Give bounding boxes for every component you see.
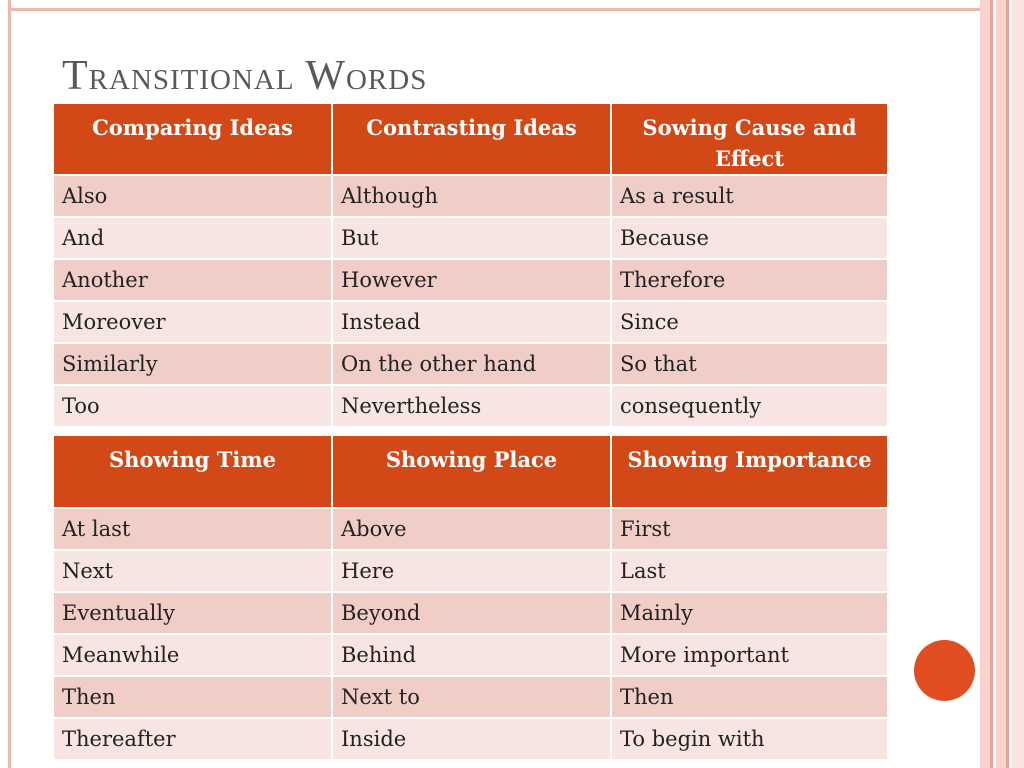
table-cell: Inside [332,718,611,760]
table-cell: More important [611,634,888,676]
table-cell: To begin with [611,718,888,760]
table-cell: First [611,508,888,550]
column-header: Showing Place [332,435,611,508]
slide-title: Transitional Words [62,53,428,99]
table-cell: Nevertheless [332,385,611,427]
table-cell: Here [332,550,611,592]
table-cell: Meanwhile [53,634,332,676]
left-frame-line [8,0,11,768]
table-cell: Therefore [611,259,888,301]
table-cell: Mainly [611,592,888,634]
table-row [53,550,888,592]
table-row [53,343,888,385]
table-cell: But [332,217,611,259]
decorative-circle [914,640,975,701]
table-cell: Beyond [332,592,611,634]
table-cell: As a result [611,175,888,217]
table-row [53,676,888,718]
transition-table-1 [52,102,889,428]
table-cell: So that [611,343,888,385]
table-row [53,592,888,634]
transition-table-2 [52,434,889,761]
table-cell: Instead [332,301,611,343]
table-cell: Next to [332,676,611,718]
table-cell: Then [53,676,332,718]
table-cell: Also [53,175,332,217]
table-cell: Moreover [53,301,332,343]
table-cell: consequently [611,385,888,427]
table-cell: Since [611,301,888,343]
table-row [53,508,888,550]
table-cell: Similarly [53,343,332,385]
table-row [53,634,888,676]
table-row [53,259,888,301]
table-cell: However [332,259,611,301]
column-header: Contrasting Ideas [332,103,611,175]
table-cell: On the other hand [332,343,611,385]
table-header-row [53,435,888,508]
table-cell: Thereafter [53,718,332,760]
column-header: Comparing Ideas [53,103,332,175]
table-cell: At last [53,508,332,550]
table-cell: Last [611,550,888,592]
table-cell: Then [611,676,888,718]
table-row [53,217,888,259]
column-header: Showing Time [53,435,332,508]
top-frame-line [8,8,980,11]
table-cell: Eventually [53,592,332,634]
table-row [53,385,888,427]
table-cell: Behind [332,634,611,676]
table-cell: Because [611,217,888,259]
table-row [53,301,888,343]
column-header: Showing Importance [611,435,888,508]
table-cell: Above [332,508,611,550]
table-row [53,175,888,217]
table-cell: Another [53,259,332,301]
table-cell: Too [53,385,332,427]
table-cell: And [53,217,332,259]
table-cell: Next [53,550,332,592]
table-cell: Although [332,175,611,217]
table-header-row [53,103,888,175]
table-row [53,718,888,760]
column-header: Sowing Cause and Effect [611,103,888,175]
